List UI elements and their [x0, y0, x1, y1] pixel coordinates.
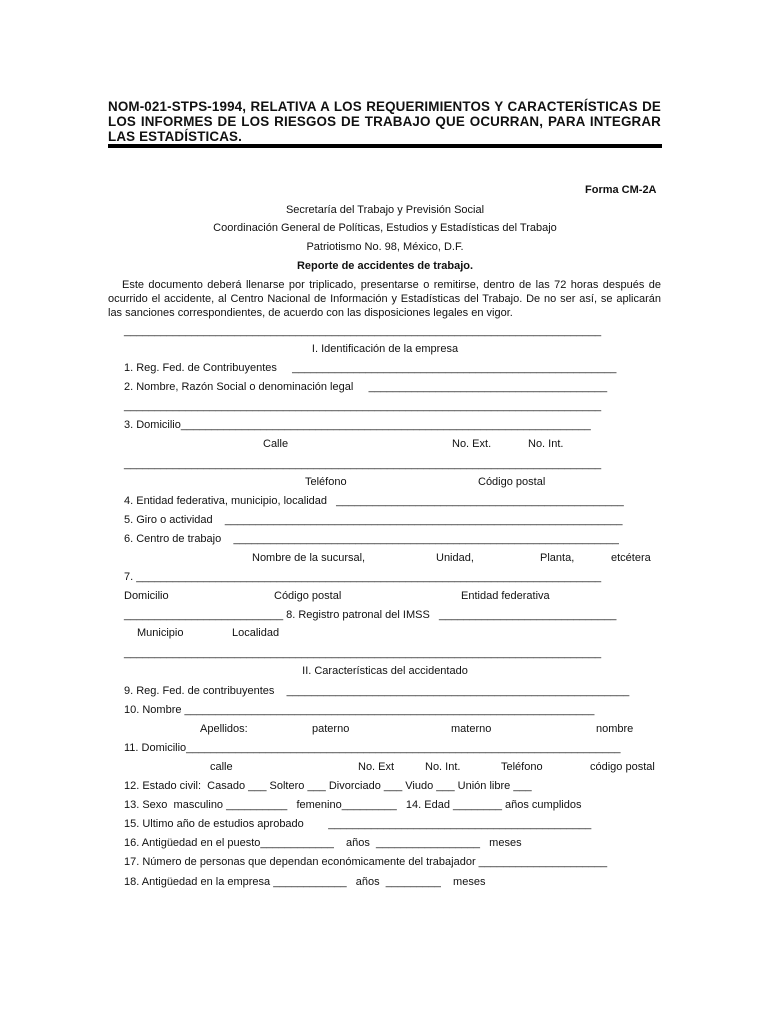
label-no-ext: No. Ext.	[452, 438, 492, 450]
label-sucursal: Nombre de la sucursal,	[252, 552, 366, 564]
label-localidad: Localidad	[232, 627, 280, 639]
instructions-paragraph: Este documento deberá llenarse por triplicado, presentarse o remitirse, dentro de las 72 horas después de ocurrido el accidente, al Centro Nacional de Información y Estadísticas del Trabajo. De no ser así, se aplicarán las sanciones correspondientes, de acuerdo con las disposiciones legales en vigor.	[108, 279, 661, 319]
field-15-education[interactable]: 15. Ultimo año de estudios aprobado ___________________________________________	[124, 818, 592, 830]
label-municipio: Municipio	[137, 627, 184, 639]
label-codigo-postal-3: código postal	[590, 761, 655, 773]
org-name: Secretaría del Trabajo y Previsión Social	[285, 204, 485, 216]
label-apellidos: Apellidos:	[200, 723, 248, 735]
label-calle: Calle	[263, 438, 289, 450]
label-no-ext-2: No. Ext	[358, 761, 395, 773]
org-address: Patriotismo No. 98, México, D.F.	[306, 241, 464, 253]
label-domicilio: Domicilio	[124, 590, 169, 602]
field-2-continuation[interactable]: ______________________________________________________________________________	[124, 400, 602, 412]
label-etcetera: etcétera	[611, 552, 651, 564]
label-unidad: Unidad,	[436, 552, 474, 564]
field-7-address[interactable]: 7. ____________________________________________________________________________	[124, 571, 602, 583]
field-13-14-sex-age[interactable]: 13. Sexo masculino __________ femenino_________ 14. Edad ________ años cumplidos	[124, 799, 582, 811]
label-entidad: Entidad federativa	[461, 590, 550, 602]
label-no-int-2: No. Int.	[425, 761, 461, 773]
field-12-marital-status[interactable]: 12. Estado civil: Casado ___ Soltero ___ Divorciado ___ Viudo ___ Unión libre ___	[124, 780, 532, 792]
org-department: Coordinación General de Políticas, Estudios y Estadísticas del Trabajo	[213, 222, 557, 234]
separator-line: ______________________________________________________________________________	[124, 647, 602, 659]
label-nombre: nombre	[596, 723, 634, 735]
field-5-activity[interactable]: 5. Giro o actividad _________________________________________________________________	[124, 514, 623, 526]
section-1-heading: I. Identificación de la empresa	[311, 343, 459, 355]
field-4-entity[interactable]: 4. Entidad federativa, municipio, localidad _______________________________________________	[124, 495, 624, 507]
field-3-continuation[interactable]: ______________________________________________________________________________	[124, 458, 602, 470]
report-title: Reporte de accidentes de trabajo.	[296, 260, 474, 272]
document-title: NOM-021-STPS-1994, RELATIVA A LOS REQUERIMIENTOS Y CARACTERÍSTICAS DE LOS INFORMES DE LOS RIESGOS DE TRABAJO QUE OCURRAN, PARA INTEGRAR LAS ESTADÍSTICAS.	[108, 99, 661, 144]
field-8-imss[interactable]: __________________________ 8. Registro patronal del IMSS _____________________________	[124, 609, 617, 621]
label-telefono-2: Teléfono	[501, 761, 543, 773]
title-rule	[108, 144, 662, 148]
field-10-name[interactable]: 10. Nombre ___________________________________________________________________	[124, 704, 595, 716]
label-planta: Planta,	[540, 552, 575, 564]
label-no-int: No. Int.	[528, 438, 564, 450]
label-telefono: Teléfono	[305, 476, 347, 488]
field-16-seniority-position[interactable]: 16. Antigüedad en el puesto____________ años _________________ meses	[124, 837, 522, 849]
field-17-dependents[interactable]: 17. Número de personas que dependan económicamente del trabajador _____________________	[124, 856, 608, 868]
label-codigo-postal: Código postal	[478, 476, 546, 488]
separator-line: ______________________________________________________________________________	[124, 325, 602, 337]
label-materno: materno	[451, 723, 492, 735]
field-3-address[interactable]: 3. Domicilio___________________________________________________________________	[124, 419, 591, 431]
field-1-rfc[interactable]: 1. Reg. Fed. de Contribuyentes _____________________________________________________	[124, 362, 617, 374]
label-paterno: paterno	[312, 723, 350, 735]
field-11-address[interactable]: 11. Domicilio_______________________________________________________________________	[124, 742, 621, 754]
form-code: Forma CM-2A	[585, 184, 657, 196]
label-codigo-postal-2: Código postal	[274, 590, 342, 602]
field-6-workplace[interactable]: 6. Centro de trabajo _______________________________________________________________	[124, 533, 619, 545]
section-2-heading: II. Características del accidentado	[302, 665, 468, 677]
field-9-rfc[interactable]: 9. Reg. Fed. de contribuyentes ________________________________________________________	[124, 685, 630, 697]
field-18-seniority-company[interactable]: 18. Antigüedad en la empresa ____________ años _________ meses	[124, 876, 486, 888]
field-2-company-name[interactable]: 2. Nombre, Razón Social o denominación legal _______________________________________	[124, 381, 608, 393]
label-calle-2: calle	[210, 761, 233, 773]
